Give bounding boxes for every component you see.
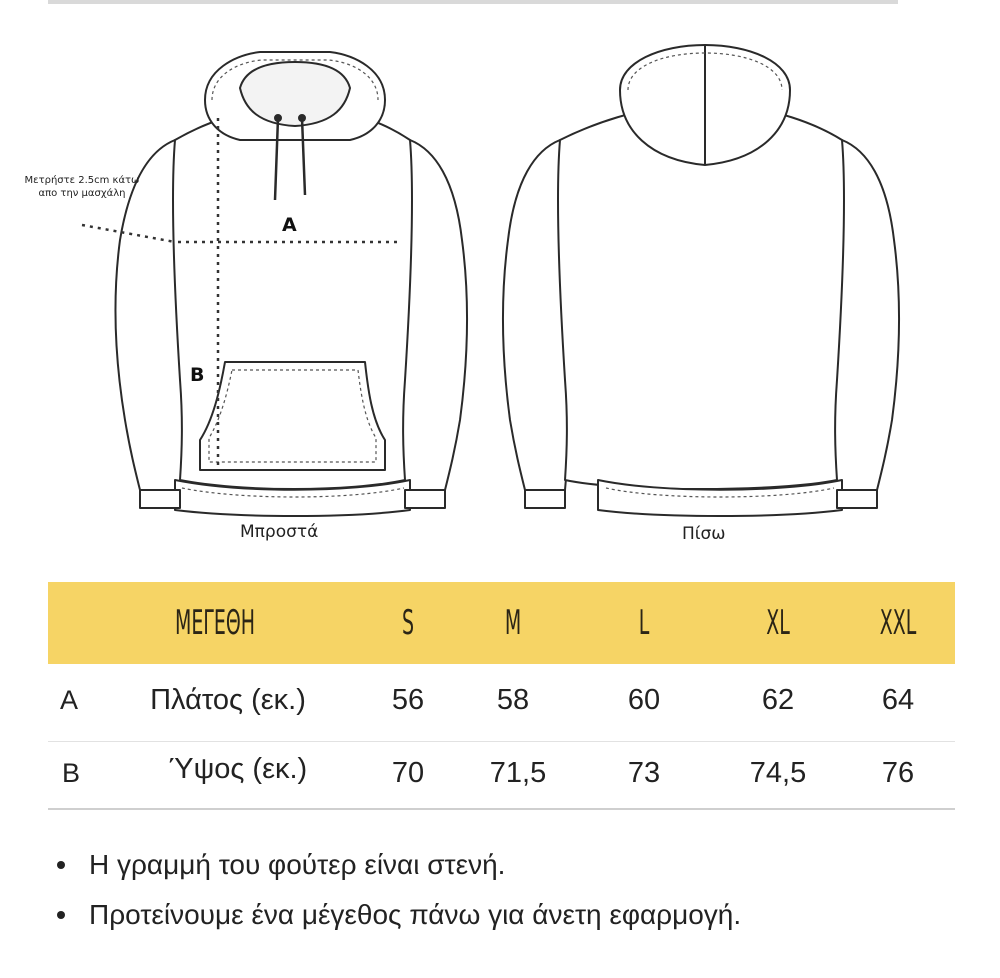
row-key: A [60,685,79,715]
list-item [55,843,975,893]
cell-value: 73 [627,757,661,789]
cell-value: 62 [761,684,795,716]
bullet-icon [57,911,65,919]
label-a: A [282,214,297,236]
note-text: Η γραμμή του φούτερ είναι στενή. [89,849,506,880]
size-header-label: ΜΕΓΕΘΗ [174,603,256,643]
table-row [48,677,955,742]
bullet-icon [57,861,65,869]
cell-value: 56 [391,684,425,716]
cell-value: 58 [496,684,530,716]
measure-note: Μετρήστε 2.5cm κάτω απο την μασχάλη [24,175,140,199]
cell-value: 74,5 [749,757,807,789]
front-hoodie [115,52,467,516]
size-header-l: L [638,603,650,643]
size-header-m: M [504,603,522,643]
back-caption: Πίσω [682,524,726,544]
fit-notes [55,843,975,943]
label-b: B [190,364,205,386]
note-text: Προτείνουμε ένα μέγεθος πάνω για άνετη εφαρμογή. [89,899,742,930]
cell-value: 64 [881,684,915,716]
back-hoodie [503,45,899,516]
table-row [48,742,955,810]
row-label: Πλάτος (εκ.) [150,684,306,716]
size-header-s: S [401,603,415,643]
size-table [48,582,955,810]
list-item [55,893,975,943]
row-label: Ύψος (εκ.) [168,753,308,785]
front-caption: Μπροστά [240,522,319,542]
cell-value: 76 [881,757,915,789]
size-header-xl: XL [766,603,790,643]
row-key: B [62,758,81,788]
size-header-xxl: XXL [879,603,917,643]
cell-value: 70 [391,757,425,789]
size-table-header [48,582,955,664]
cell-value: 60 [627,684,661,716]
cell-value: 71,5 [489,757,547,789]
